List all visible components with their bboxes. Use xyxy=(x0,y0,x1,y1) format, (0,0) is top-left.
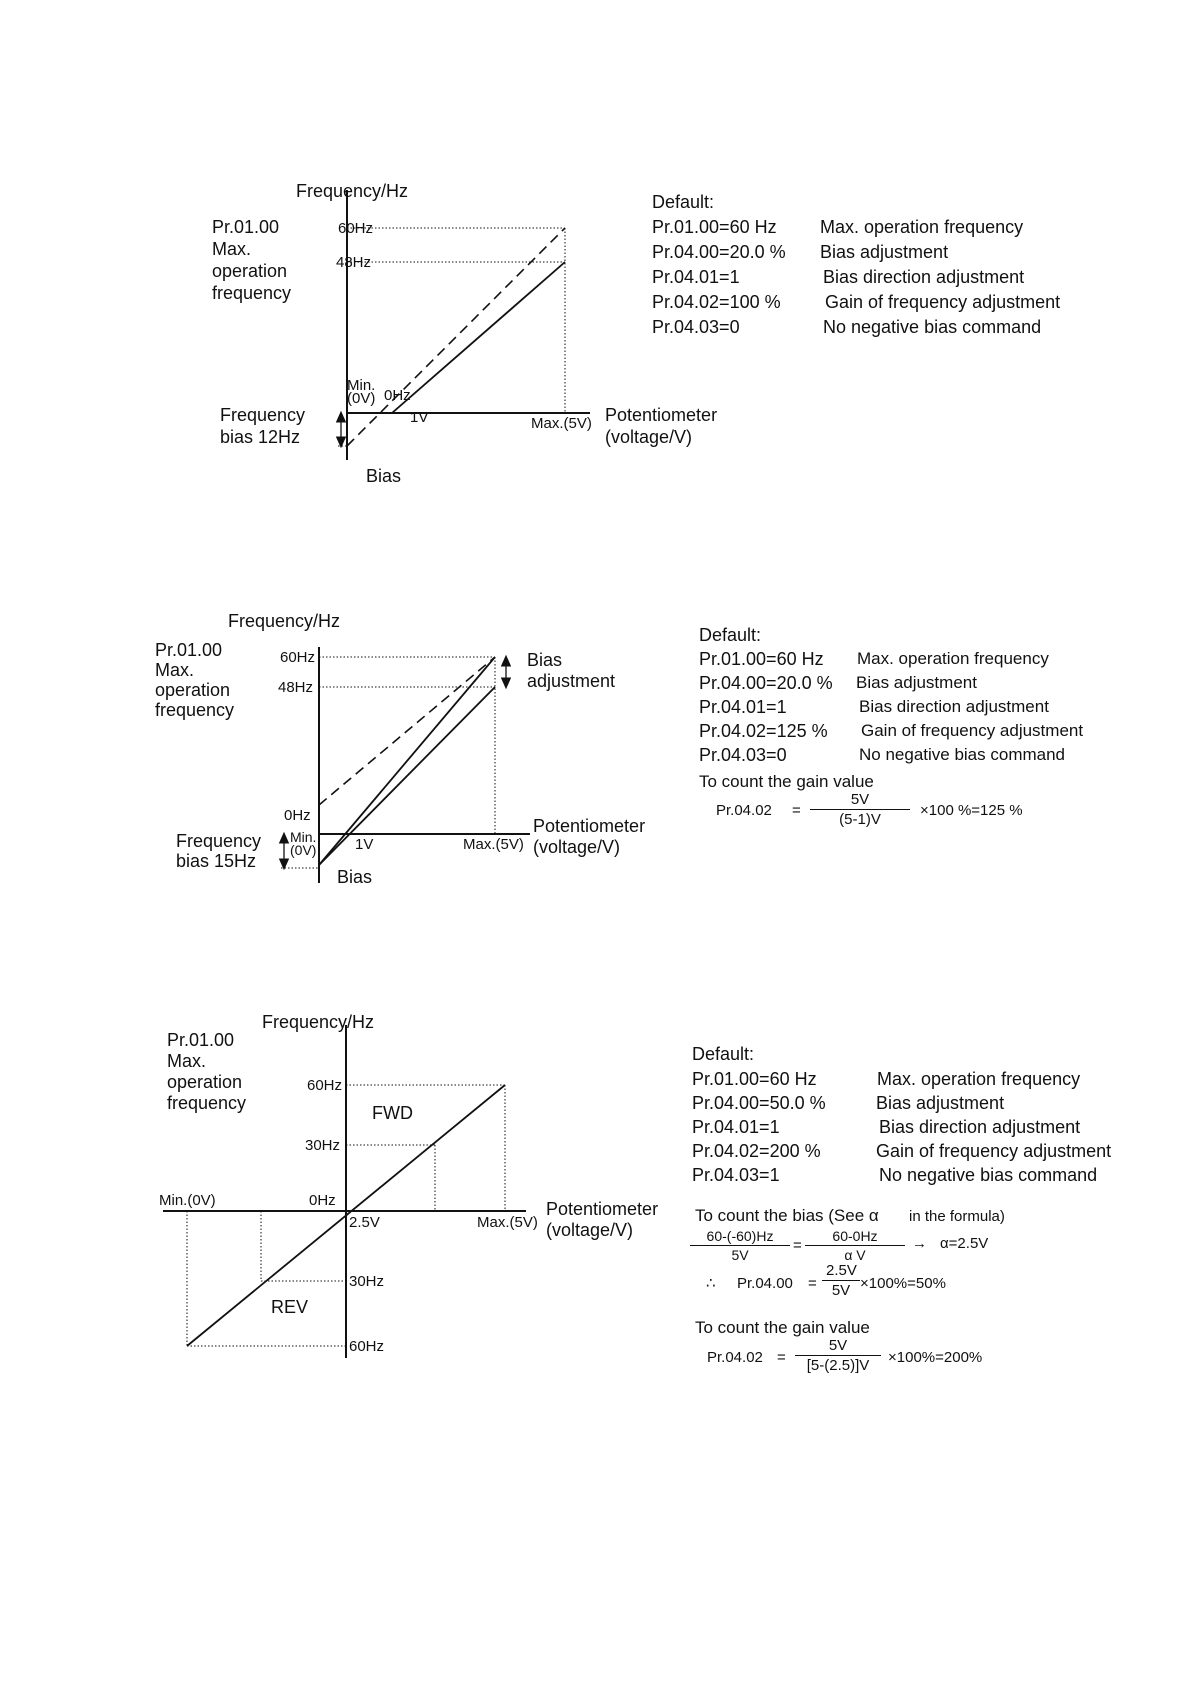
param-desc: Bias direction adjustment xyxy=(823,267,1025,287)
bias-adjustment-label-2: adjustment xyxy=(527,671,616,691)
tick-min: Min. xyxy=(347,377,376,394)
param-desc: No negative bias command xyxy=(879,1165,1098,1185)
tick-0hz: 0Hz xyxy=(284,807,311,824)
gain-title: To count the gain value xyxy=(699,772,874,791)
bias-label-value: bias 12Hz xyxy=(220,427,301,447)
defaults-header: Default: xyxy=(652,192,715,212)
x-axis-title-units: (voltage/V) xyxy=(605,427,693,447)
bias-fraction-2: $\frac{60-0Hz}{\text{α V}}$ xyxy=(805,1228,905,1263)
bias-title: To count the bias (See α xyxy=(695,1206,879,1225)
y-axis-title: Frequency/Hz xyxy=(262,1012,375,1032)
param: Pr.04.02=200 % xyxy=(692,1141,821,1161)
tick-min: Min. xyxy=(290,829,317,845)
tick-48hz: 48Hz xyxy=(278,679,314,696)
tick-neg-30hz: 30Hz xyxy=(349,1273,385,1290)
param: Pr.04.01=1 xyxy=(692,1117,780,1137)
gain-fraction: $\frac{5V}{(5-1)V}$ xyxy=(810,791,910,828)
figure-3: Frequency/Hz Pr.01.00 Max. operation frequency 60Hz 30Hz 0Hz 30Hz 60Hz Min.(0V) 2.5V Max.(5V) Potentiometer (voltage/V) FWD REV Default: Pr.01.00=60 Hz Max. operation frequency Pr.04.00=50.0 % Bias adjustment Pr.04.01=1 Bias direction adjustment Pr.04.02=200 % Gain of frequency adjustment Pr.04.03=1 No negative bias command To count the bias (See α in the formula) $\frac{60-(-60)Hz}{5V}$ = $\frac{60-0Hz}{\text{α V}}$ → α=2.5V ∴ Pr.04.00 = $\frac{2.5V}{5V}$ ×100%=50% To count the gain value Pr.04.02 = $\frac{5V}{[5-(2.5)]V}$ ×100%=200% xyxy=(0,990,1191,1390)
param: Pr.01.00=60 Hz xyxy=(692,1069,817,1089)
x-axis-title: Potentiometer xyxy=(605,405,718,425)
tick-60hz: 60Hz xyxy=(307,1077,343,1094)
param-desc: Max. operation frequency xyxy=(820,217,1024,237)
param-desc: Max. operation frequency xyxy=(877,1069,1081,1089)
adjusted-curve xyxy=(392,262,565,413)
param-desc: Bias adjustment xyxy=(876,1093,1005,1113)
tick-0hz: 0Hz xyxy=(309,1192,336,1209)
x-axis-title-units: (voltage/V) xyxy=(546,1220,634,1240)
bias-label: Frequency xyxy=(176,831,262,851)
tick-30hz: 30Hz xyxy=(305,1137,341,1154)
y-axis-title: Frequency/Hz xyxy=(228,611,341,631)
x-axis-title: Potentiometer xyxy=(533,816,646,836)
tick-min-volt: (0V) xyxy=(347,390,376,407)
tick-max: Max.(5V) xyxy=(477,1214,538,1231)
tick-1v: 1V xyxy=(355,836,374,853)
gain-title: To count the gain value xyxy=(695,1318,870,1337)
param-desc: No negative bias command xyxy=(823,317,1042,337)
param-desc: Bias adjustment xyxy=(820,242,949,262)
x-axis-title: Potentiometer xyxy=(546,1199,659,1219)
param: Pr.04.03=0 xyxy=(652,317,740,337)
param-desc: Bias direction adjustment xyxy=(879,1117,1081,1137)
param: Pr.01.00=60 Hz xyxy=(699,649,824,669)
gain-fraction: $\frac{5V}{[5-(2.5)]V}$ xyxy=(795,1337,881,1374)
bias-fraction-1: $\frac{60-(-60)Hz}{5V}$ xyxy=(690,1228,790,1263)
fwd-label: FWD xyxy=(372,1103,413,1123)
rev-label: REV xyxy=(271,1297,309,1317)
bias-label-value: bias 15Hz xyxy=(176,851,257,871)
tick-max: Max.(5V) xyxy=(531,415,592,432)
figure-1-graph xyxy=(0,0,1191,500)
arrow-icon: → xyxy=(912,1235,927,1252)
param-desc: Gain of frequency adjustment xyxy=(825,292,1061,312)
param: Pr.04.00=50.0 % xyxy=(692,1093,826,1113)
bias-label: Frequency xyxy=(220,405,306,425)
param: Pr.04.03=0 xyxy=(699,745,787,765)
defaults-header: Default: xyxy=(692,1044,755,1064)
param-desc: Bias adjustment xyxy=(856,673,977,692)
figure-3-graph xyxy=(0,990,1191,1390)
tick-60hz: 60Hz xyxy=(338,220,374,237)
param: Pr.04.03=1 xyxy=(692,1165,780,1185)
tick-1v: 1V xyxy=(410,409,429,426)
param: Pr.04.01=1 xyxy=(652,267,740,287)
tick-min-volt: (0V) xyxy=(290,842,317,858)
therefore-icon: ∴ xyxy=(706,1275,716,1292)
bias-adjustment-label: Bias xyxy=(527,650,563,670)
param: Pr.04.02=125 % xyxy=(699,721,828,741)
tick-neg-60hz: 60Hz xyxy=(349,1338,385,1355)
param-desc: Gain of frequency adjustment xyxy=(861,721,1084,740)
param: Pr.04.01=1 xyxy=(699,697,787,717)
param-desc: Gain of frequency adjustment xyxy=(876,1141,1112,1161)
param: Pr.04.00=20.0 % xyxy=(699,673,833,693)
param: Pr.01.00=60 Hz xyxy=(652,217,777,237)
param-desc: Bias direction adjustment xyxy=(859,697,1049,716)
defaults-header: Default: xyxy=(699,625,762,645)
tick-60hz: 60Hz xyxy=(280,649,316,666)
bias-axis-label: Bias xyxy=(337,867,373,887)
bias-title-end: in the formula) xyxy=(909,1208,1005,1225)
bias-axis-label: Bias xyxy=(366,466,402,486)
tick-2-5v: 2.5V xyxy=(349,1214,380,1231)
tick-48hz: 48Hz xyxy=(336,254,372,271)
y-axis-title: Frequency/Hz xyxy=(296,181,409,201)
figure-1: Frequency/Hz Pr.01.00 Max. operation frequency 60Hz 48Hz Min. (0V) 0Hz 1V Max.(5V) Potentiometer (voltage/V) Frequency bias 12Hz Bias Default: Pr.01.00=60 Hz Max. operation frequency Pr.04.00=20.0 % Bias adjustment Pr.04.01=1 Bias direction adjustment Pr.04.02=100 % Gain of frequency adjustment Pr.04.03=0 No negative bias command xyxy=(0,0,1191,500)
tick-max: Max.(5V) xyxy=(463,836,524,853)
param: Pr.04.00=20.0 % xyxy=(652,242,786,262)
tick-0hz: 0Hz xyxy=(384,387,411,404)
tick-min: Min.(0V) xyxy=(159,1192,216,1209)
x-axis-title-units: (voltage/V) xyxy=(533,837,621,857)
param: Pr.04.02=100 % xyxy=(652,292,781,312)
bias-result-fraction: $\frac{2.5V}{5V}$ xyxy=(822,1262,860,1299)
default-curve xyxy=(319,657,495,805)
param-desc: Max. operation frequency xyxy=(857,649,1049,668)
figure-2: Frequency/Hz Pr.01.00 Max. operation frequency 60Hz 48Hz 0Hz Min. (0V) 1V Max.(5V) Potentiometer (voltage/V) Frequency bias 15Hz Bias Bias adjustment Default: Pr.01.00=60 Hz Max. operation frequency Pr.04.00=20.0 % Bias adjustment Pr.04.01=1 Bias direction adjustment Pr.04.02=125 % Gain of frequency adjustment Pr.04.03=0 No negative bias command To count the gain value Pr.04.02 = $\frac{5V}{(5-1)V}$ ×100 %=125 % xyxy=(0,600,1191,900)
param-desc: No negative bias command xyxy=(859,745,1066,764)
